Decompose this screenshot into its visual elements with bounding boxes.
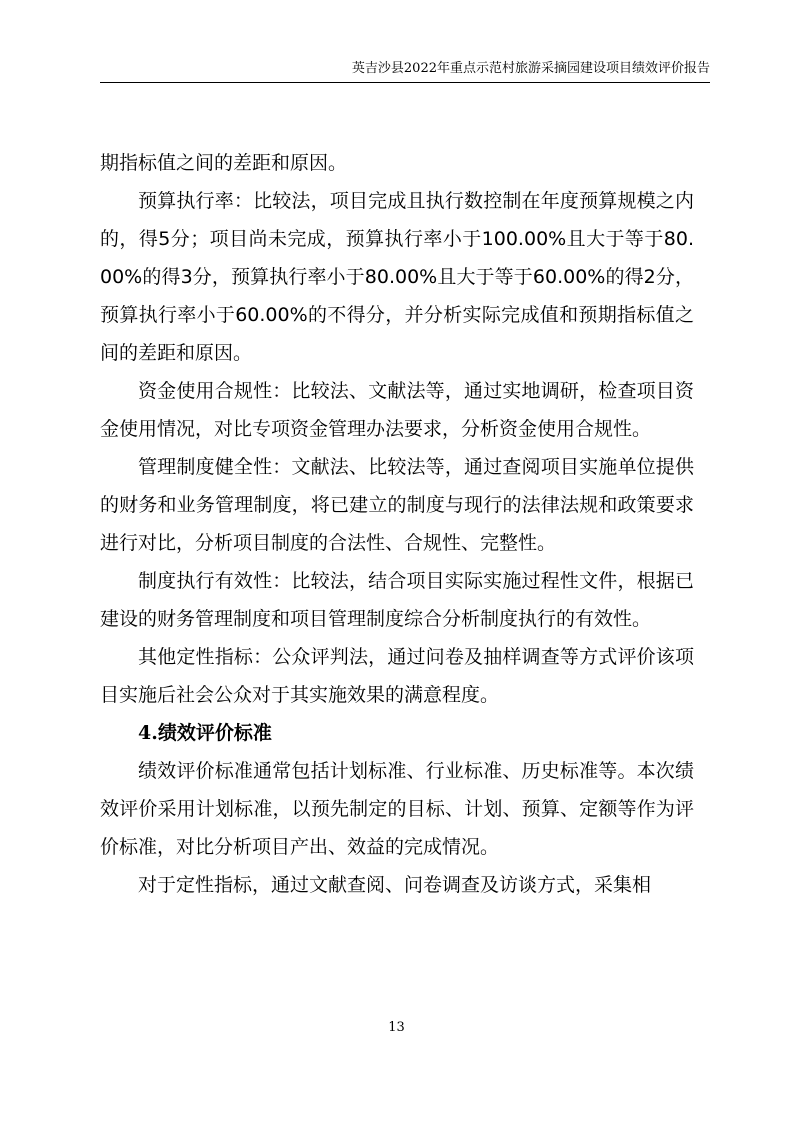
paragraph-fund-compliance: 资金使用合规性：比较法、文献法等，通过实地调研，检查项目资金使用情况，对比专项资金管理办法要求，分析资金使用合规性。 (100, 380, 694, 440)
paragraph-evaluation-standards: 绩效评价标准通常包括计划标准、行业标准、历史标准等。本次绩效评价采用计划标准，以预先制定的目标、计划、预算、定额等作为评价标准，对比分析项目产出、效益的完成情况。 (100, 760, 694, 858)
paragraph-management-system-soundness: 管理制度健全性：文献法、比较法等，通过查阅项目实施单位提供的财务和业务管理制度，将已建立的制度与现行的法律法规和政策要求进行对比，分析项目制度的合法性、合规性、完整性。 (100, 456, 694, 554)
paragraph-qualitative-indicators: 对于定性指标，通过文献查阅、问卷调查及访谈方式，采集相 (138, 874, 652, 896)
running-header: 英吉沙县2022年重点示范村旅游采摘园建设项目绩效评价报告 (351, 61, 710, 76)
section-heading: 4.绩效评价标准 (138, 722, 272, 744)
page-number: 13 (388, 1020, 405, 1035)
paragraph-continuation: 期指标值之间的差距和原因。 (100, 152, 348, 174)
paragraph-budget-execution-rate: 预算执行率：比较法，项目完成且执行数控制在年度预算规模之内的，得5分；项目尚未完成，预算执行率小于100.00%且大于等于80.00%的得3分，预算执行率小于80.00%且大于等于60.00%的得2分，预算执行率小于60.00%的不得分，并分析实际完成值和预期指标值之间的差距和原因。 (100, 190, 694, 364)
header-divider (100, 82, 710, 83)
paragraph-system-execution-effectiveness: 制度执行有效性：比较法，结合项目实际实施过程性文件，根据已建设的财务管理制度和项目管理制度综合分析制度执行的有效性。 (100, 570, 694, 630)
paragraph-other-qualitative-indicators: 其他定性指标：公众评判法，通过问卷及抽样调查等方式评价该项目实施后社会公众对于其实施效果的满意程度。 (100, 646, 694, 706)
page-body (100, 144, 694, 904)
